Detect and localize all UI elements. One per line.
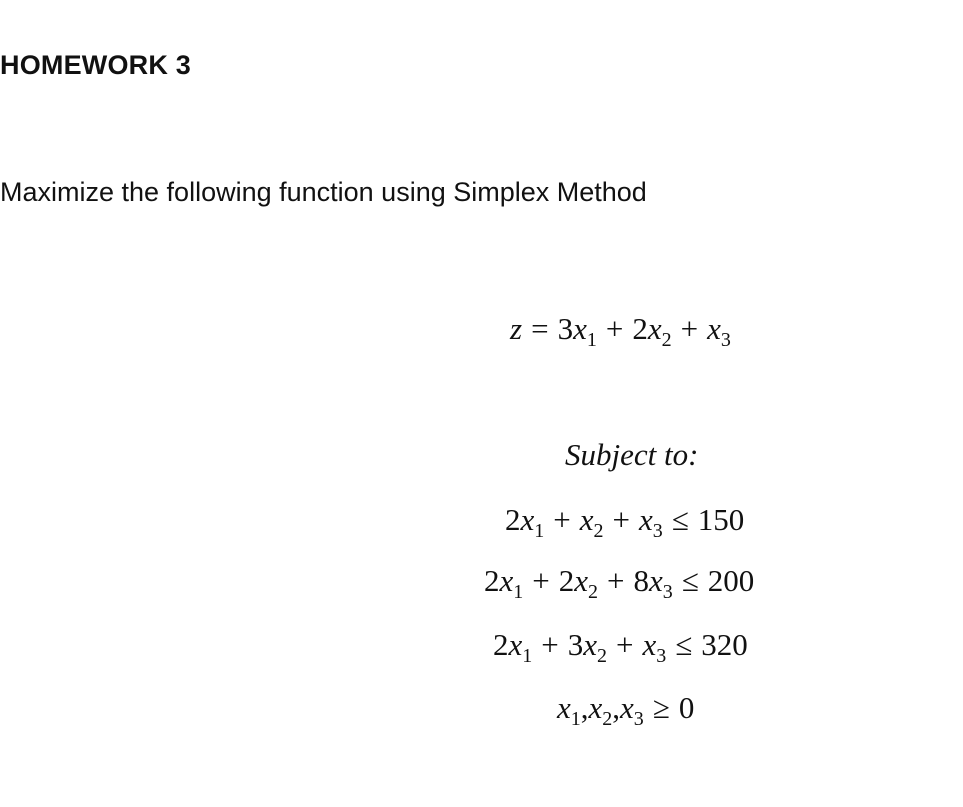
constraint-2	[484, 563, 755, 603]
comma-separator: ,	[580, 690, 589, 725]
nonneg-var: $x_1$	[557, 690, 581, 730]
objective-relation: =	[531, 311, 549, 346]
constraint-term: $x_2$	[579, 502, 604, 542]
objective-term: $2x_2$	[632, 311, 672, 351]
constraint-rhs: 320	[701, 627, 748, 662]
plus-operator: +	[553, 502, 571, 537]
plus-operator: +	[607, 563, 625, 598]
objective-lhs: z	[510, 311, 523, 346]
constraint-term: $2x_1$	[484, 563, 524, 603]
subject-to-label: Subject to:	[565, 437, 699, 472]
objective-term: $3x_1$	[557, 311, 597, 351]
objective-function	[510, 311, 731, 351]
objective-term: $x_3$	[707, 311, 731, 351]
constraint-relation: ≤	[675, 627, 693, 662]
plus-operator: +	[612, 502, 630, 537]
problem-instruction: Maximize the following function using Simplex Method	[0, 177, 647, 207]
plus-operator: +	[616, 627, 634, 662]
plus-operator: +	[605, 311, 624, 346]
constraint-relation: ≤	[671, 502, 689, 537]
constraint-relation: ≤	[681, 563, 699, 598]
plus-operator: +	[541, 627, 559, 662]
constraint-term: $2x_2$	[558, 563, 599, 603]
constraint-rhs: 150	[697, 502, 745, 537]
constraint-term: $x_3$	[639, 502, 663, 542]
constraint-term: $3x_2$	[567, 627, 608, 667]
constraint-1	[505, 502, 745, 542]
nonneg-var: $x_2$	[588, 690, 613, 730]
nonnegativity-constraint	[557, 690, 695, 730]
constraint-term: $8x_3$	[633, 563, 673, 603]
page-title: HOMEWORK 3	[0, 50, 191, 80]
constraint-term: $2x_1$	[493, 627, 533, 667]
constraint-3	[493, 627, 748, 667]
constraint-rhs: 200	[707, 563, 755, 598]
nonneg-var: $x_3$	[620, 690, 644, 730]
plus-operator: +	[532, 563, 550, 598]
plus-operator: +	[680, 311, 699, 346]
comma-separator: ,	[612, 690, 621, 725]
constraint-term: $2x_1$	[505, 502, 545, 542]
nonneg-relation: ≥	[652, 690, 670, 725]
constraint-term: $x_3$	[642, 627, 667, 667]
nonneg-rhs: 0	[678, 690, 695, 725]
